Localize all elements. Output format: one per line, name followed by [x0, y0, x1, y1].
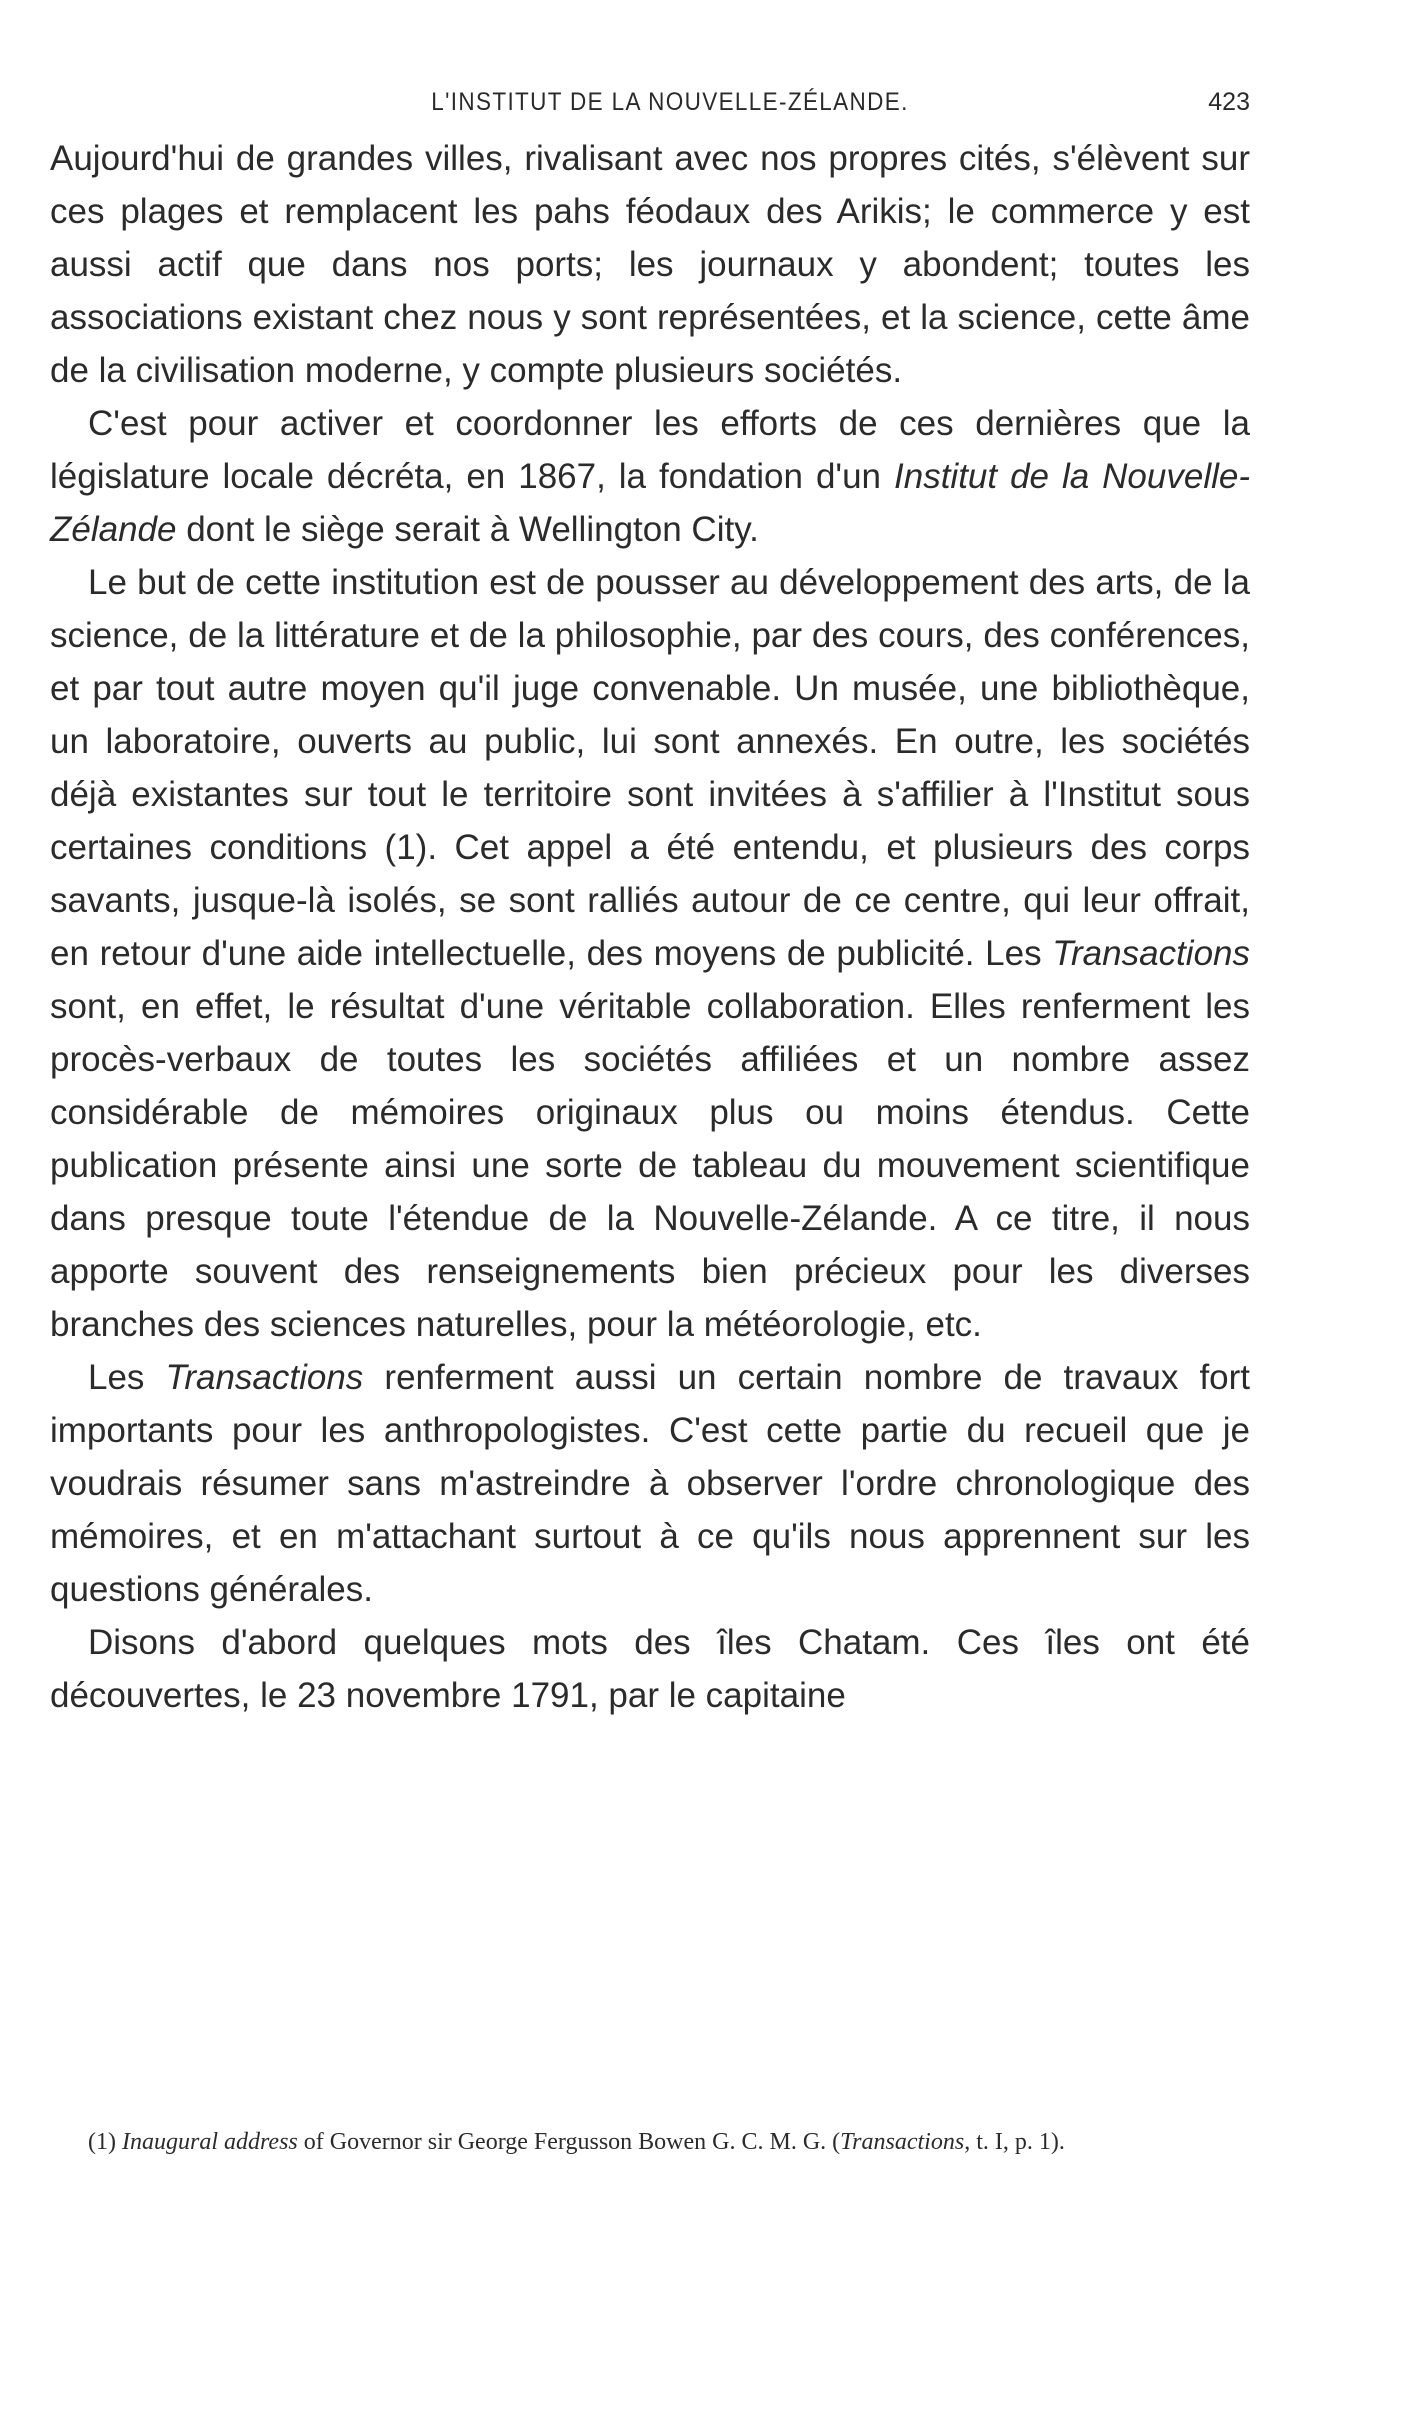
- footnote-text-a: of Governor sir George Fergusson Bowen G. C. M. G. (: [297, 2129, 841, 2155]
- footnote-1: [50, 2120, 1250, 2164]
- page-number: 423: [1208, 88, 1250, 116]
- paragraph-3-text-b: sont, en effet, le résultat d'une véritable collaboration. Elles renferment les procès-verbaux de toutes les sociétés affiliées et un nombre assez considérable de mémoires originaux plus ou moins étendus. Cette publication présente ainsi une sorte de tableau du mouvement scientifique dans presque toute l'étendue de la Nouvelle-Zélande. A ce titre, il nous apporte souvent des renseignements bien précieux pour les diverses branches des sciences naturelles, pour la météorologie, etc.: [50, 987, 1250, 1344]
- paragraph-4: [50, 1351, 1250, 1616]
- paragraph-5-text: Disons d'abord quelques mots des îles Chatam. Ces îles ont été découvertes, le 23 novembre 1791, par le capitaine: [50, 1623, 1250, 1715]
- paragraph-1-text: Aujourd'hui de grandes villes, rivalisant avec nos propres cités, s'élèvent sur ces plages et remplacent les pahs féodaux des Arikis; le commerce y est aussi actif que dans nos ports; les journaux y abondent; toutes les associations existant chez nous y sont représentées, et la science, cette âme de la civilisation moderne, y compte plusieurs sociétés.: [50, 139, 1250, 390]
- paragraph-1: [50, 132, 1250, 397]
- paragraph-2-text-a: C'est pour activer et coordonner les efforts de ces dernières que la législature locale décréta, en 1867, la fondation d'un: [50, 404, 1250, 496]
- footnote-text-b: , t. I, p. 1).: [964, 2129, 1065, 2155]
- footnote-address-title: Inaugural address: [121, 2129, 298, 2155]
- paragraph-3-text-a: Le but de cette institution est de pousser au développement des arts, de la science, de la littérature et de la philosophie, par des cours, des conférences, et par tout autre moyen qu'il juge convenable. Un musée, une bibliothèque, un laboratoire, ouverts au public, lui sont annexés. En outre, les sociétés déjà existantes sur tout le territoire sont invitées à s'affilier à l'Institut sous certaines conditions (1). Cet appel a été entendu, et plusieurs des corps savants, jusque-là isolés, se sont ralliés autour de ce centre, qui leur offrait, en retour d'une aide intellectuelle, des moyens de publicité. Les: [50, 563, 1250, 973]
- paragraph-3-transactions: Transactions: [1052, 934, 1250, 973]
- body-text: [50, 132, 1250, 1722]
- footnote-marker: (1): [88, 2129, 122, 2155]
- paragraph-2-institute-name: Institut de la Nouvelle-Zélande: [50, 457, 1251, 549]
- footnote-transactions: Transactions: [840, 2129, 965, 2155]
- paragraph-5: [50, 1616, 1250, 1722]
- running-title: L'INSTITUT DE LA NOUVELLE-ZÉLANDE.: [431, 88, 909, 116]
- footnote: [50, 2120, 1250, 2164]
- paragraph-2: [50, 397, 1250, 556]
- paragraph-2-text-b: dont le siège serait à Wellington City.: [176, 510, 759, 549]
- paragraph-3: [50, 556, 1250, 1351]
- page-header: [90, 88, 1250, 128]
- paragraph-4-text-b: renferment aussi un certain nombre de travaux fort importants pour les anthropologistes. C'est cette partie du recueil que je voudrais résumer sans m'astreindre à observer l'ordre chronologique des mémoires, et en m'attachant surtout à ce qu'ils nous apprennent sur les questions générales.: [50, 1358, 1251, 1609]
- paragraph-4-text-a: Les: [88, 1358, 166, 1397]
- paragraph-4-transactions: Transactions: [165, 1358, 364, 1397]
